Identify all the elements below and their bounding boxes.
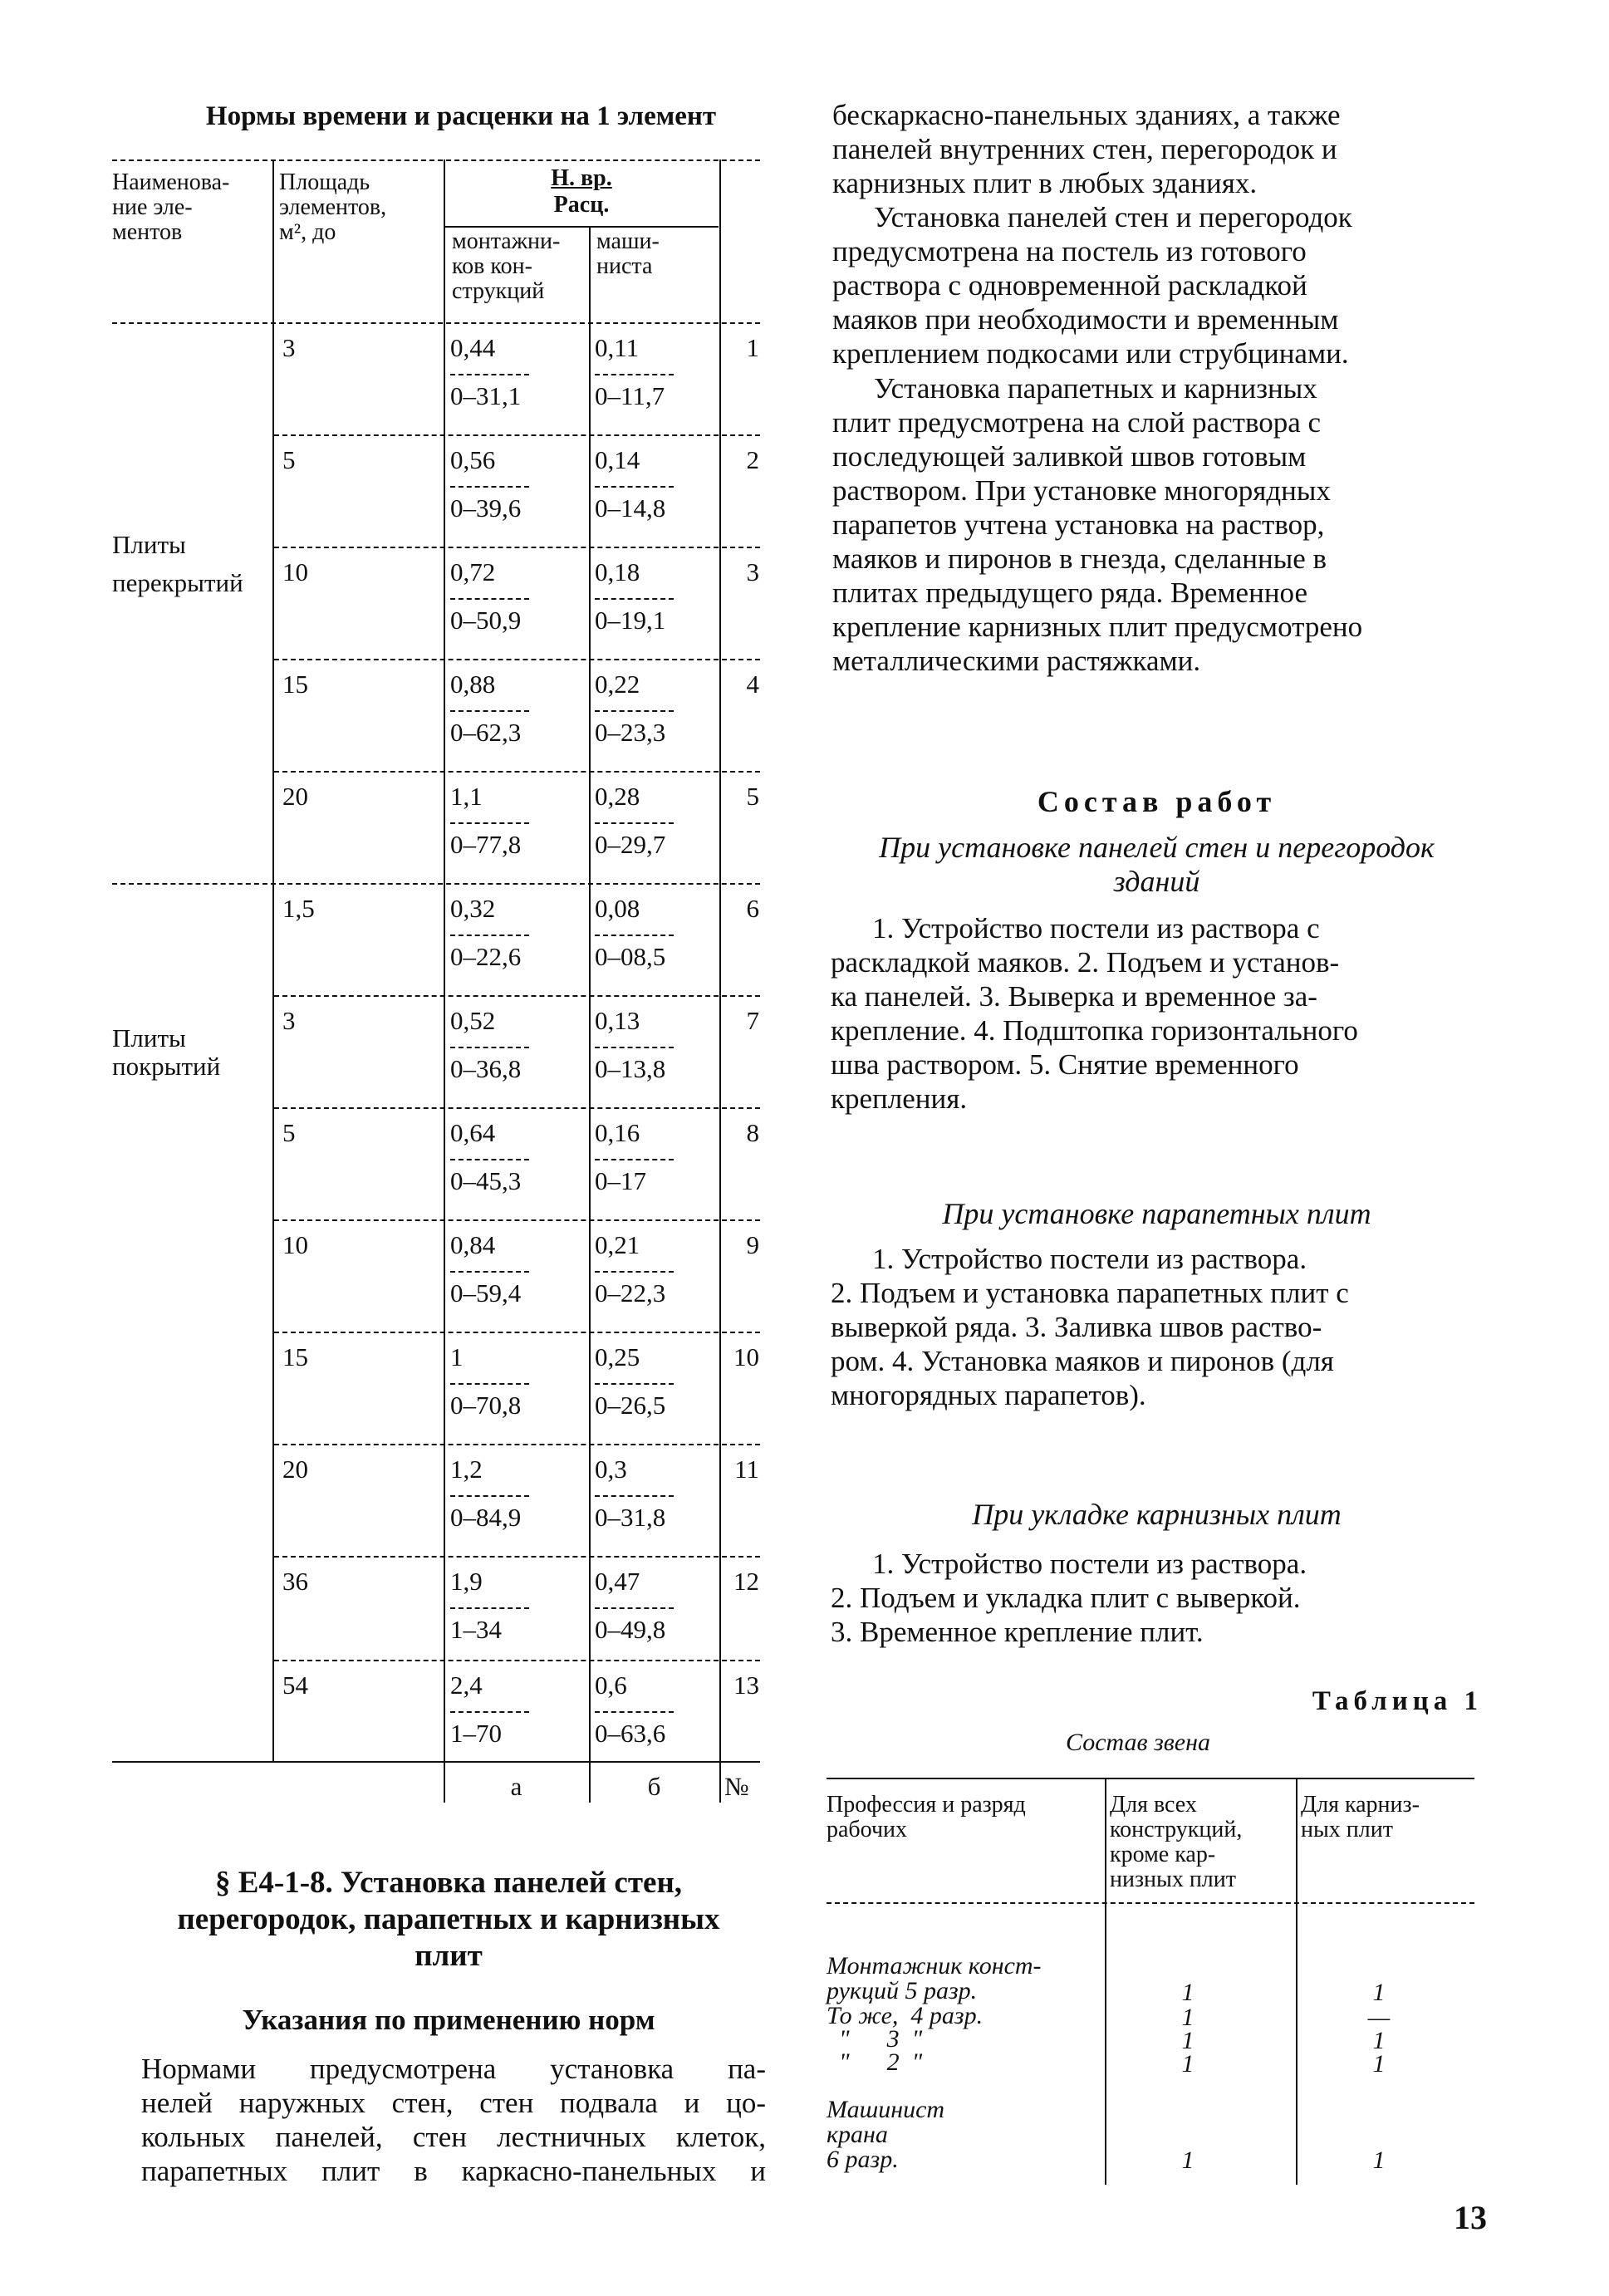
- mash-rasc-6: 0–08,5: [595, 942, 666, 971]
- montazh-fraction-rule-13: [450, 1711, 529, 1713]
- montazh-nvr-2: 0,56: [450, 445, 496, 474]
- mash-rasc-2: 0–14,8: [595, 493, 666, 522]
- row-separator-11: [274, 1444, 760, 1445]
- montazh-fraction-rule-1: [450, 374, 529, 375]
- crew-row-name-3: " 3 ": [827, 2025, 923, 2053]
- crew-row-all-5: 1: [1181, 2146, 1194, 2174]
- work-list-cornice: 1. Устройство постели из раствора. 2. Подъем и укладка плит с выверкой. 3. Временное крепление плит.: [831, 1548, 1307, 1648]
- group-separator: [112, 883, 760, 885]
- crew-row-name-1: Монтажник конст- рукций 5 разр.: [827, 1952, 1042, 2004]
- row-separator-9: [274, 1219, 760, 1221]
- crew-header-profession: Профессия и разряд рабочих: [827, 1792, 1026, 1842]
- mash-fraction-rule-4: [595, 710, 674, 712]
- header-mash: маши- ниста: [596, 228, 660, 279]
- mash-nvr-9: 0,21: [595, 1230, 640, 1259]
- crew-row-cornice-4: 1: [1372, 2050, 1386, 2078]
- mash-fraction-rule-12: [595, 1607, 674, 1609]
- header-element-name: Наименова- ние эле- ментов: [112, 169, 230, 245]
- paragraph-continued: бескаркасно-панельных зданиях, а также панелей внутренних стен, перегородок и карнизных плит в любых зданиях.: [832, 99, 1341, 199]
- paragraph-walls: Установка панелей стен и перегородок предусмотрена на постель из готового раствора с одновременной раскладкой маяков при необходимости и временным креплением подкосами или струбцинами.: [832, 201, 1352, 370]
- montazh-rasc-13: 1–70: [450, 1719, 502, 1748]
- mash-rasc-12: 0–49,8: [595, 1615, 666, 1644]
- area-value-1: 3: [282, 333, 296, 362]
- area-value-9: 10: [282, 1230, 308, 1259]
- row-number-6: 6: [746, 894, 759, 923]
- montazh-nvr-8: 0,64: [450, 1118, 496, 1147]
- subheading-walls: При установке панелей стен и перегородок зданий: [879, 831, 1435, 898]
- footer-col-a: а: [510, 1772, 522, 1801]
- mash-fraction-rule-10: [595, 1383, 674, 1385]
- montazh-nvr-1: 0,44: [450, 333, 496, 362]
- crew-table-caption: Состав звена: [1065, 1729, 1210, 1756]
- page-number: 13: [1454, 2199, 1487, 2236]
- row-separator-8: [274, 1107, 760, 1109]
- mash-nvr-13: 0,6: [595, 1670, 627, 1700]
- usage-heading: Указания по применению норм: [242, 2004, 655, 2036]
- crew-row-cornice-1: 1: [1372, 1979, 1386, 2006]
- mash-nvr-1: 0,11: [595, 333, 640, 362]
- table-bottom-rule: [112, 1761, 760, 1763]
- row-number-1: 1: [746, 333, 759, 362]
- mash-rasc-1: 0–11,7: [595, 381, 665, 410]
- montazh-fraction-rule-8: [450, 1159, 529, 1160]
- row-number-12: 12: [733, 1567, 759, 1596]
- montazh-rasc-5: 0–77,8: [450, 830, 522, 859]
- mash-nvr-7: 0,13: [595, 1006, 640, 1035]
- norms-table-caption: Нормы времени и расценки на 1 элемент: [205, 101, 717, 131]
- crew-row-name-4: " 2 ": [827, 2048, 923, 2076]
- mash-nvr-4: 0,22: [595, 670, 640, 699]
- row-number-5: 5: [746, 782, 759, 811]
- row-separator-10: [274, 1332, 760, 1333]
- montazh-fraction-rule-6: [450, 935, 529, 936]
- row-number-10: 10: [733, 1342, 759, 1371]
- section-title: § Е4-1-8. Установка панелей стен, перегородок, парапетных и карнизных плит: [177, 1866, 720, 1973]
- crew-row-name-5: Машинист крана 6 разр.: [827, 2096, 945, 2173]
- area-value-5: 20: [282, 782, 308, 811]
- mash-nvr-12: 0,47: [595, 1567, 640, 1596]
- montazh-rasc-2: 0–39,6: [450, 493, 522, 522]
- mash-nvr-5: 0,28: [595, 782, 640, 811]
- row-separator-2: [274, 434, 760, 436]
- crew-header-all: Для всех конструкций, кроме кар- низных плит: [1110, 1792, 1243, 1892]
- montazh-rasc-8: 0–45,3: [450, 1166, 522, 1195]
- montazh-nvr-6: 0,32: [450, 894, 496, 923]
- table-top-rule: [112, 159, 760, 161]
- mash-fraction-rule-5: [595, 822, 674, 824]
- row-separator-13: [274, 1660, 760, 1661]
- row-number-2: 2: [746, 445, 759, 474]
- footer-col-no: №: [724, 1772, 749, 1801]
- mash-nvr-2: 0,14: [595, 445, 640, 474]
- mash-rasc-4: 0–23,3: [595, 718, 666, 747]
- montazh-fraction-rule-9: [450, 1271, 529, 1273]
- crew-header-cornice: Для карниз- ных плит: [1301, 1792, 1420, 1842]
- mash-rasc-9: 0–22,3: [595, 1278, 666, 1307]
- area-value-4: 15: [282, 670, 308, 699]
- header-area: Площадь элементов, м², до: [279, 169, 387, 245]
- header-sub-rule: [444, 226, 719, 228]
- mash-nvr-6: 0,08: [595, 894, 640, 923]
- header-bottom-rule: [112, 322, 760, 324]
- montazh-nvr-11: 1,2: [450, 1455, 483, 1484]
- montazh-rasc-10: 0–70,8: [450, 1391, 522, 1420]
- row-number-13: 13: [733, 1670, 759, 1700]
- header-montazh: монтажни- ков кон- струкций: [452, 228, 561, 304]
- montazh-fraction-rule-4: [450, 710, 529, 712]
- row-separator-4: [274, 659, 760, 660]
- area-value-2: 5: [282, 445, 296, 474]
- row-separator-7: [274, 995, 760, 997]
- crew-row-all-1: 1: [1181, 1979, 1194, 2006]
- area-value-11: 20: [282, 1455, 308, 1484]
- mash-fraction-rule-11: [595, 1495, 674, 1497]
- mash-rasc-10: 0–26,5: [595, 1391, 666, 1420]
- montazh-rasc-11: 0–84,9: [450, 1503, 522, 1532]
- montazh-fraction-rule-12: [450, 1607, 529, 1609]
- footer-col-b: б: [647, 1772, 661, 1801]
- crew-row-cornice-5: 1: [1372, 2146, 1386, 2174]
- mash-rasc-13: 0–63,6: [595, 1719, 666, 1748]
- montazh-nvr-3: 0,72: [450, 557, 496, 586]
- paragraph-parapets: Установка парапетных и карнизных плит предусмотрена на слой раствора с последующей заливкой швов готовым раствором. При установке многорядных парапетов учтена установка на раствор, маяков и пиронов в гнезда, сделанные в плитах предыдущего ряда. Временное крепление карнизных плит предусмотрено металлическими растяжками.: [832, 372, 1363, 677]
- crew-row-cornice-2: —: [1367, 2004, 1391, 2031]
- col-divider-3: [589, 226, 591, 1803]
- row-number-4: 4: [746, 670, 759, 699]
- crew-row-all-3: 1: [1181, 2027, 1194, 2054]
- row-separator-3: [274, 547, 760, 548]
- crew-top-rule: [827, 1778, 1474, 1779]
- mash-rasc-5: 0–29,7: [595, 830, 666, 859]
- row-number-11: 11: [734, 1455, 759, 1484]
- montazh-nvr-10: 1: [450, 1342, 464, 1371]
- col-divider-1: [272, 159, 274, 1761]
- work-list-parapets: 1. Устройство постели из раствора. 2. Подъем и установка парапетных плит с выверкой ряда. 3. Заливка швов раство- ром. 4. Установка маяков и пиронов (для многорядных парапетов).: [831, 1243, 1349, 1411]
- group-label-floor-slabs: Плиты перекрытий: [112, 530, 243, 597]
- mash-fraction-rule-8: [595, 1159, 674, 1160]
- work-composition-title: Состав работ: [1037, 785, 1277, 818]
- header-rasc: Расц.: [553, 192, 610, 218]
- mash-fraction-rule-7: [595, 1047, 674, 1048]
- montazh-rasc-1: 0–31,1: [450, 381, 522, 410]
- row-number-9: 9: [746, 1230, 759, 1259]
- row-number-8: 8: [746, 1118, 759, 1147]
- crew-row-all-2: 1: [1181, 2004, 1194, 2031]
- montazh-nvr-13: 2,4: [450, 1670, 483, 1700]
- mash-rasc-3: 0–19,1: [595, 606, 666, 635]
- area-value-6: 1,5: [282, 894, 315, 923]
- row-separator-12: [274, 1556, 760, 1558]
- subheading-cornice: При укладке карнизных плит: [972, 1498, 1342, 1531]
- crew-table-label: Таблица 1: [1312, 1686, 1483, 1716]
- usage-text: Нормами предусмотрена установка па- нелей наружных стен, стен подвала и цо- кольных панелей, стен лестничных клеток, парапетных плит в каркасно-панельных и: [141, 2053, 766, 2187]
- row-number-7: 7: [746, 1006, 759, 1035]
- montazh-fraction-rule-2: [450, 486, 529, 488]
- mash-rasc-7: 0–13,8: [595, 1054, 666, 1083]
- header-nvr: Н. вр.: [551, 165, 612, 191]
- crew-row-cornice-3: 1: [1372, 2027, 1386, 2054]
- montazh-rasc-3: 0–50,9: [450, 606, 522, 635]
- mash-rasc-8: 0–17: [595, 1166, 646, 1195]
- mash-nvr-8: 0,16: [595, 1118, 640, 1147]
- area-value-12: 36: [282, 1567, 308, 1596]
- area-value-13: 54: [282, 1670, 308, 1700]
- montazh-nvr-12: 1,9: [450, 1567, 483, 1596]
- mash-fraction-rule-13: [595, 1711, 674, 1713]
- mash-nvr-10: 0,25: [595, 1342, 640, 1371]
- mash-fraction-rule-2: [595, 486, 674, 488]
- mash-fraction-rule-9: [595, 1271, 674, 1273]
- mash-fraction-rule-3: [595, 598, 674, 600]
- montazh-fraction-rule-10: [450, 1383, 529, 1385]
- montazh-nvr-7: 0,52: [450, 1006, 496, 1035]
- area-value-3: 10: [282, 557, 308, 586]
- montazh-rasc-9: 0–59,4: [450, 1278, 522, 1307]
- mash-rasc-11: 0–31,8: [595, 1503, 666, 1532]
- crew-row-name-2: То же, 4 разр.: [827, 2002, 984, 2029]
- montazh-rasc-4: 0–62,3: [450, 718, 522, 747]
- montazh-rasc-12: 1–34: [450, 1615, 502, 1644]
- montazh-nvr-5: 1,1: [450, 782, 483, 811]
- mash-nvr-11: 0,3: [595, 1455, 627, 1484]
- montazh-fraction-rule-3: [450, 598, 529, 600]
- work-list-walls: 1. Устройство постели из раствора с раскладкой маяков. 2. Подъем и установ- ка панелей. 3. Выверка и временное за- крепление. 4. Подштопка горизонтального шва раствором. 5. Снятие временного крепления.: [831, 912, 1358, 1115]
- group-label-roof-slabs: Плиты покрытий: [112, 1023, 221, 1081]
- montazh-fraction-rule-5: [450, 822, 529, 824]
- mash-fraction-rule-6: [595, 935, 674, 936]
- area-value-10: 15: [282, 1342, 308, 1371]
- row-number-3: 3: [746, 557, 759, 586]
- row-separator-5: [274, 771, 760, 773]
- montazh-nvr-4: 0,88: [450, 670, 496, 699]
- crew-col-divider-2: [1296, 1778, 1298, 2185]
- mash-fraction-rule-1: [595, 374, 674, 375]
- area-value-8: 5: [282, 1118, 296, 1147]
- montazh-rasc-6: 0–22,6: [450, 942, 522, 971]
- crew-header-rule: [827, 1902, 1474, 1904]
- montazh-rasc-7: 0–36,8: [450, 1054, 522, 1083]
- crew-row-all-4: 1: [1181, 2050, 1194, 2078]
- mash-nvr-3: 0,18: [595, 557, 640, 586]
- montazh-fraction-rule-7: [450, 1047, 529, 1048]
- subheading-parapets: При установке парапетных плит: [942, 1197, 1371, 1230]
- montazh-fraction-rule-11: [450, 1495, 529, 1497]
- area-value-7: 3: [282, 1006, 296, 1035]
- montazh-nvr-9: 0,84: [450, 1230, 496, 1259]
- crew-col-divider-1: [1105, 1778, 1106, 2185]
